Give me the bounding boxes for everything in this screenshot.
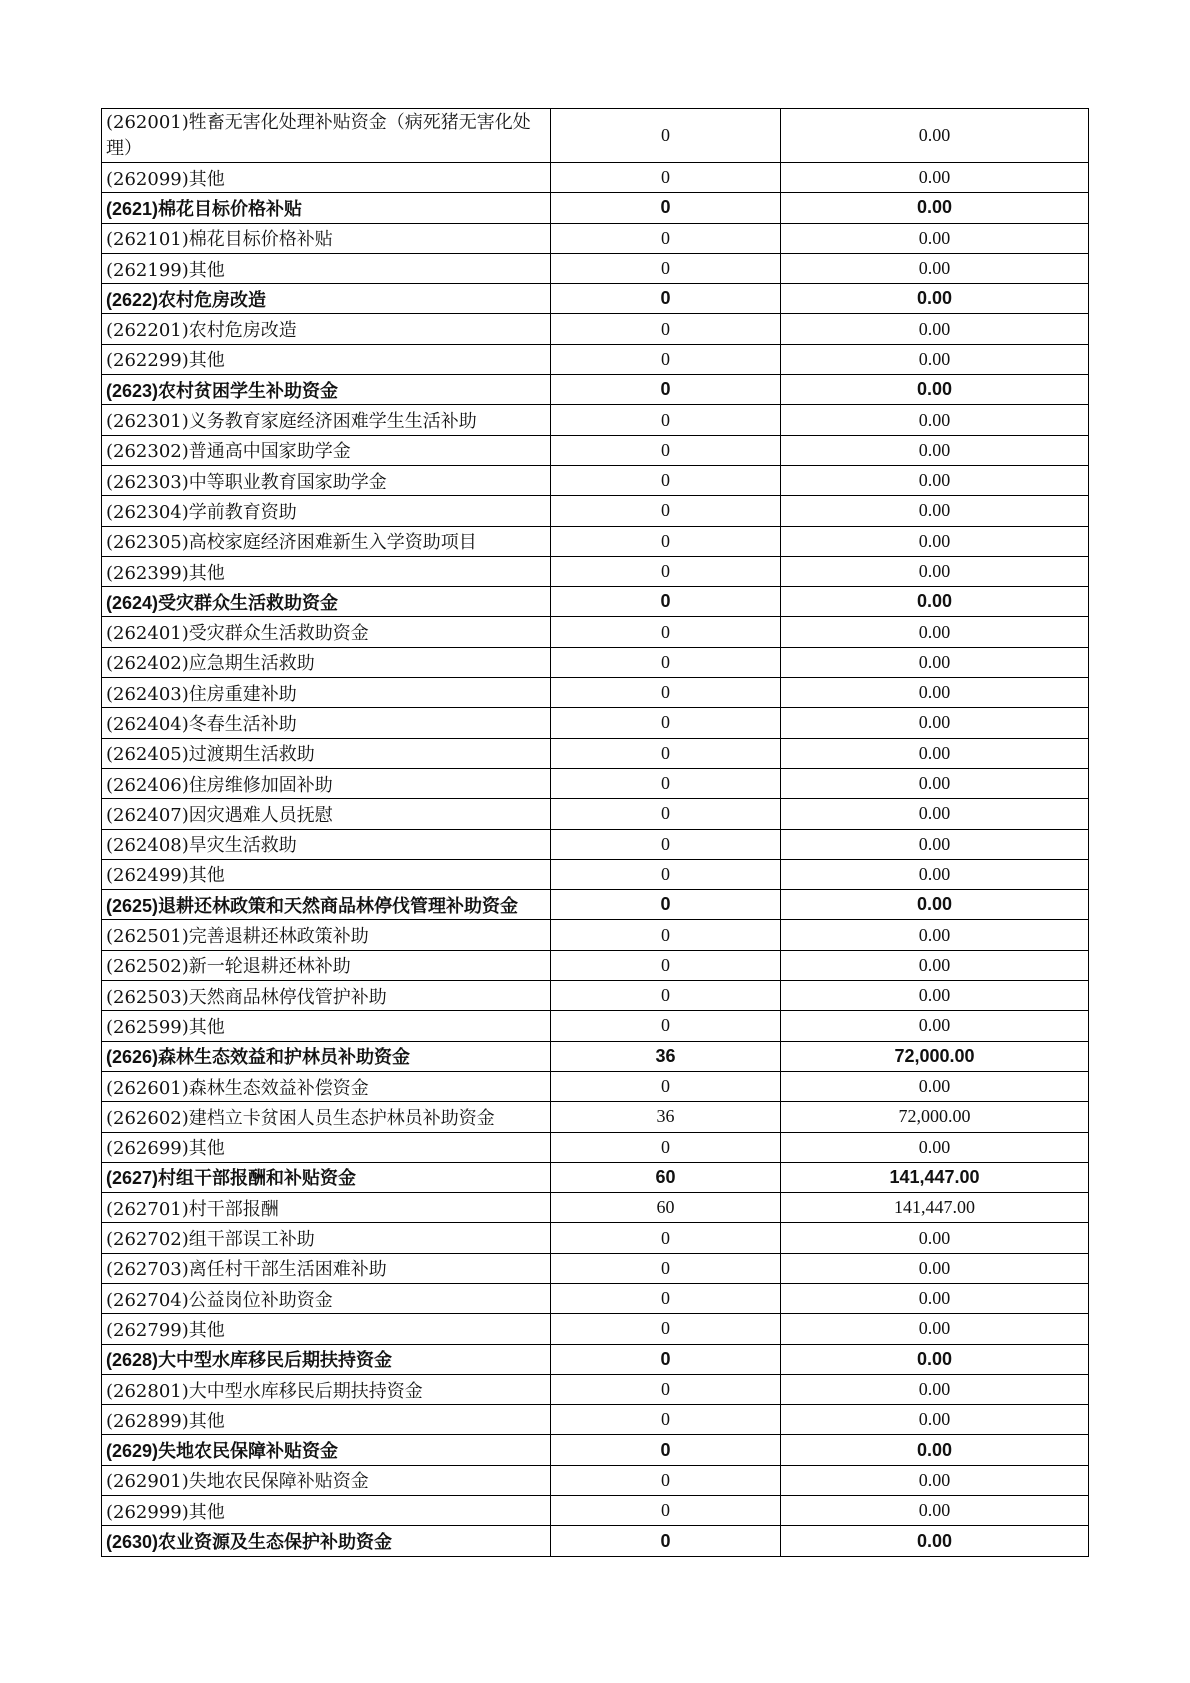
row-amount: 0.00 [781, 829, 1089, 859]
table-body [102, 109, 1089, 1557]
table-row [102, 829, 1089, 859]
row-amount: 141,447.00 [781, 1162, 1089, 1192]
table-row [102, 465, 1089, 495]
row-amount: 0.00 [781, 768, 1089, 798]
table-row [102, 617, 1089, 647]
row-name: (262299)其他 [102, 344, 551, 374]
row-count: 0 [551, 1132, 781, 1162]
row-amount: 0.00 [781, 1405, 1089, 1435]
row-count: 0 [551, 223, 781, 253]
row-amount: 0.00 [781, 405, 1089, 435]
row-count: 0 [551, 375, 781, 405]
row-amount: 0.00 [781, 1132, 1089, 1162]
row-amount: 0.00 [781, 344, 1089, 374]
row-name: (2628)大中型水库移民后期扶持资金 [102, 1344, 551, 1374]
row-count: 0 [551, 496, 781, 526]
table-row [102, 768, 1089, 798]
row-count: 0 [551, 678, 781, 708]
row-name: (262399)其他 [102, 556, 551, 586]
row-count: 0 [551, 109, 781, 163]
row-name: (262503)天然商品林停伐管护补助 [102, 981, 551, 1011]
row-name: (262999)其他 [102, 1496, 551, 1526]
row-amount: 0.00 [781, 950, 1089, 980]
row-count: 0 [551, 314, 781, 344]
table-row [102, 708, 1089, 738]
row-count: 0 [551, 890, 781, 920]
row-count: 0 [551, 1465, 781, 1495]
row-name: (262701)村干部报酬 [102, 1193, 551, 1223]
row-count: 0 [551, 526, 781, 556]
row-name: (2625)退耕还林政策和天然商品林停伐管理补助资金 [102, 890, 551, 920]
table-row [102, 1193, 1089, 1223]
table-row [102, 1496, 1089, 1526]
row-name: (262303)中等职业教育国家助学金 [102, 465, 551, 495]
row-name: (262403)住房重建补助 [102, 678, 551, 708]
table-row [102, 647, 1089, 677]
row-amount: 0.00 [781, 1496, 1089, 1526]
row-amount: 0.00 [781, 314, 1089, 344]
row-amount: 72,000.00 [781, 1102, 1089, 1132]
table-row [102, 435, 1089, 465]
row-name: (2621)棉花目标价格补贴 [102, 193, 551, 223]
row-count: 60 [551, 1193, 781, 1223]
row-count: 0 [551, 253, 781, 283]
table-row [102, 859, 1089, 889]
row-name: (262199)其他 [102, 253, 551, 283]
row-count: 0 [551, 1405, 781, 1435]
table-row [102, 1253, 1089, 1283]
row-count: 0 [551, 193, 781, 223]
row-name: (262704)公益岗位补助资金 [102, 1283, 551, 1313]
row-amount: 72,000.00 [781, 1041, 1089, 1071]
table-row-category [102, 890, 1089, 920]
table-row-category [102, 1041, 1089, 1071]
table-row [102, 163, 1089, 193]
row-amount: 0.00 [781, 1253, 1089, 1283]
table-row [102, 1405, 1089, 1435]
row-name: (2626)森林生态效益和护林员补助资金 [102, 1041, 551, 1071]
table-row-category [102, 587, 1089, 617]
table-row [102, 678, 1089, 708]
table-row-category [102, 1526, 1089, 1556]
row-amount: 0.00 [781, 1223, 1089, 1253]
table-row-category [102, 284, 1089, 314]
row-count: 0 [551, 344, 781, 374]
row-name: (2622)农村危房改造 [102, 284, 551, 314]
row-amount: 0.00 [781, 435, 1089, 465]
row-amount: 0.00 [781, 1435, 1089, 1465]
row-count: 0 [551, 1496, 781, 1526]
table-row [102, 950, 1089, 980]
row-name: (262601)森林生态效益补偿资金 [102, 1071, 551, 1101]
row-count: 0 [551, 1283, 781, 1313]
row-amount: 0.00 [781, 465, 1089, 495]
row-name: (262404)冬春生活补助 [102, 708, 551, 738]
row-amount: 0.00 [781, 1314, 1089, 1344]
row-amount: 0.00 [781, 109, 1089, 163]
row-amount: 0.00 [781, 375, 1089, 405]
row-name: (2623)农村贫困学生补助资金 [102, 375, 551, 405]
row-count: 0 [551, 465, 781, 495]
row-name: (262703)离任村干部生活困难补助 [102, 1253, 551, 1283]
row-count: 0 [551, 859, 781, 889]
row-name: (262602)建档立卡贫困人员生态护林员补助资金 [102, 1102, 551, 1132]
row-name: (262408)旱灾生活救助 [102, 829, 551, 859]
row-count: 36 [551, 1102, 781, 1132]
row-count: 0 [551, 981, 781, 1011]
row-count: 0 [551, 1011, 781, 1041]
row-name: (262405)过渡期生活救助 [102, 738, 551, 768]
row-name: (262799)其他 [102, 1314, 551, 1344]
row-name: (262407)因灾遇难人员抚慰 [102, 799, 551, 829]
table-row-category [102, 1162, 1089, 1192]
row-count: 0 [551, 1314, 781, 1344]
table-row [102, 496, 1089, 526]
row-count: 0 [551, 1071, 781, 1101]
row-count: 0 [551, 587, 781, 617]
row-name: (262901)失地农民保障补贴资金 [102, 1465, 551, 1495]
table-row-category [102, 1344, 1089, 1374]
row-count: 0 [551, 738, 781, 768]
table-row [102, 556, 1089, 586]
row-amount: 0.00 [781, 981, 1089, 1011]
row-name: (262201)农村危房改造 [102, 314, 551, 344]
row-amount: 0.00 [781, 163, 1089, 193]
table-row-category [102, 1435, 1089, 1465]
row-name: (262304)学前教育资助 [102, 496, 551, 526]
row-count: 0 [551, 647, 781, 677]
table-row [102, 223, 1089, 253]
row-count: 0 [551, 1526, 781, 1556]
row-name: (262101)棉花目标价格补贴 [102, 223, 551, 253]
row-name: (262599)其他 [102, 1011, 551, 1041]
table-row [102, 981, 1089, 1011]
row-count: 0 [551, 1344, 781, 1374]
row-name: (262401)受灾群众生活救助资金 [102, 617, 551, 647]
table-row [102, 1011, 1089, 1041]
row-amount: 0.00 [781, 678, 1089, 708]
table-row [102, 738, 1089, 768]
row-amount: 0.00 [781, 223, 1089, 253]
table-row [102, 799, 1089, 829]
row-amount: 0.00 [781, 1011, 1089, 1041]
row-count: 0 [551, 829, 781, 859]
row-count: 60 [551, 1162, 781, 1192]
row-name: (262801)大中型水库移民后期扶持资金 [102, 1374, 551, 1404]
row-count: 0 [551, 1374, 781, 1404]
table-row [102, 1071, 1089, 1101]
row-amount: 0.00 [781, 738, 1089, 768]
row-name: (262305)高校家庭经济困难新生入学资助项目 [102, 526, 551, 556]
row-name: (262099)其他 [102, 163, 551, 193]
row-name: (262702)组干部误工补助 [102, 1223, 551, 1253]
row-count: 0 [551, 405, 781, 435]
row-name: (262501)完善退耕还林政策补助 [102, 920, 551, 950]
row-amount: 0.00 [781, 920, 1089, 950]
table-row [102, 109, 1089, 163]
budget-table [101, 108, 1089, 1557]
row-name: (262502)新一轮退耕还林补助 [102, 950, 551, 980]
row-count: 0 [551, 1223, 781, 1253]
table-row [102, 405, 1089, 435]
row-amount: 0.00 [781, 193, 1089, 223]
row-count: 0 [551, 1435, 781, 1465]
table-row [102, 1283, 1089, 1313]
table-row-category [102, 193, 1089, 223]
row-amount: 0.00 [781, 890, 1089, 920]
row-amount: 0.00 [781, 496, 1089, 526]
row-count: 0 [551, 163, 781, 193]
row-amount: 0.00 [781, 617, 1089, 647]
row-count: 0 [551, 617, 781, 647]
row-amount: 0.00 [781, 1283, 1089, 1313]
table-row [102, 1314, 1089, 1344]
row-count: 0 [551, 799, 781, 829]
row-amount: 141,447.00 [781, 1193, 1089, 1223]
table-row-category [102, 375, 1089, 405]
row-amount: 0.00 [781, 284, 1089, 314]
table-row [102, 344, 1089, 374]
row-name: (2630)农业资源及生态保护补助资金 [102, 1526, 551, 1556]
row-count: 0 [551, 1253, 781, 1283]
row-name: (2624)受灾群众生活救助资金 [102, 587, 551, 617]
table-row [102, 1465, 1089, 1495]
table-row [102, 314, 1089, 344]
row-amount: 0.00 [781, 1465, 1089, 1495]
row-count: 0 [551, 435, 781, 465]
row-name: (2629)失地农民保障补贴资金 [102, 1435, 551, 1465]
row-name: (262001)牲畜无害化处理补贴资金（病死猪无害化处理） [102, 109, 551, 163]
row-count: 0 [551, 920, 781, 950]
table-row [102, 1374, 1089, 1404]
table-row [102, 253, 1089, 283]
row-name: (262406)住房维修加固补助 [102, 768, 551, 798]
row-name: (262301)义务教育家庭经济困难学生生活补助 [102, 405, 551, 435]
row-count: 0 [551, 950, 781, 980]
row-name: (262402)应急期生活救助 [102, 647, 551, 677]
row-amount: 0.00 [781, 526, 1089, 556]
row-name: (262302)普通高中国家助学金 [102, 435, 551, 465]
row-name: (262699)其他 [102, 1132, 551, 1162]
table-row [102, 920, 1089, 950]
table-row [102, 526, 1089, 556]
row-amount: 0.00 [781, 1374, 1089, 1404]
row-amount: 0.00 [781, 799, 1089, 829]
row-name: (2627)村组干部报酬和补贴资金 [102, 1162, 551, 1192]
row-amount: 0.00 [781, 556, 1089, 586]
row-amount: 0.00 [781, 1071, 1089, 1101]
row-count: 0 [551, 768, 781, 798]
row-amount: 0.00 [781, 708, 1089, 738]
row-amount: 0.00 [781, 253, 1089, 283]
row-name: (262899)其他 [102, 1405, 551, 1435]
row-amount: 0.00 [781, 1344, 1089, 1374]
row-amount: 0.00 [781, 647, 1089, 677]
row-count: 36 [551, 1041, 781, 1071]
row-count: 0 [551, 708, 781, 738]
table-row [102, 1132, 1089, 1162]
table-row [102, 1223, 1089, 1253]
row-count: 0 [551, 284, 781, 314]
row-amount: 0.00 [781, 1526, 1089, 1556]
row-amount: 0.00 [781, 587, 1089, 617]
row-amount: 0.00 [781, 859, 1089, 889]
table-row [102, 1102, 1089, 1132]
row-count: 0 [551, 556, 781, 586]
row-name: (262499)其他 [102, 859, 551, 889]
